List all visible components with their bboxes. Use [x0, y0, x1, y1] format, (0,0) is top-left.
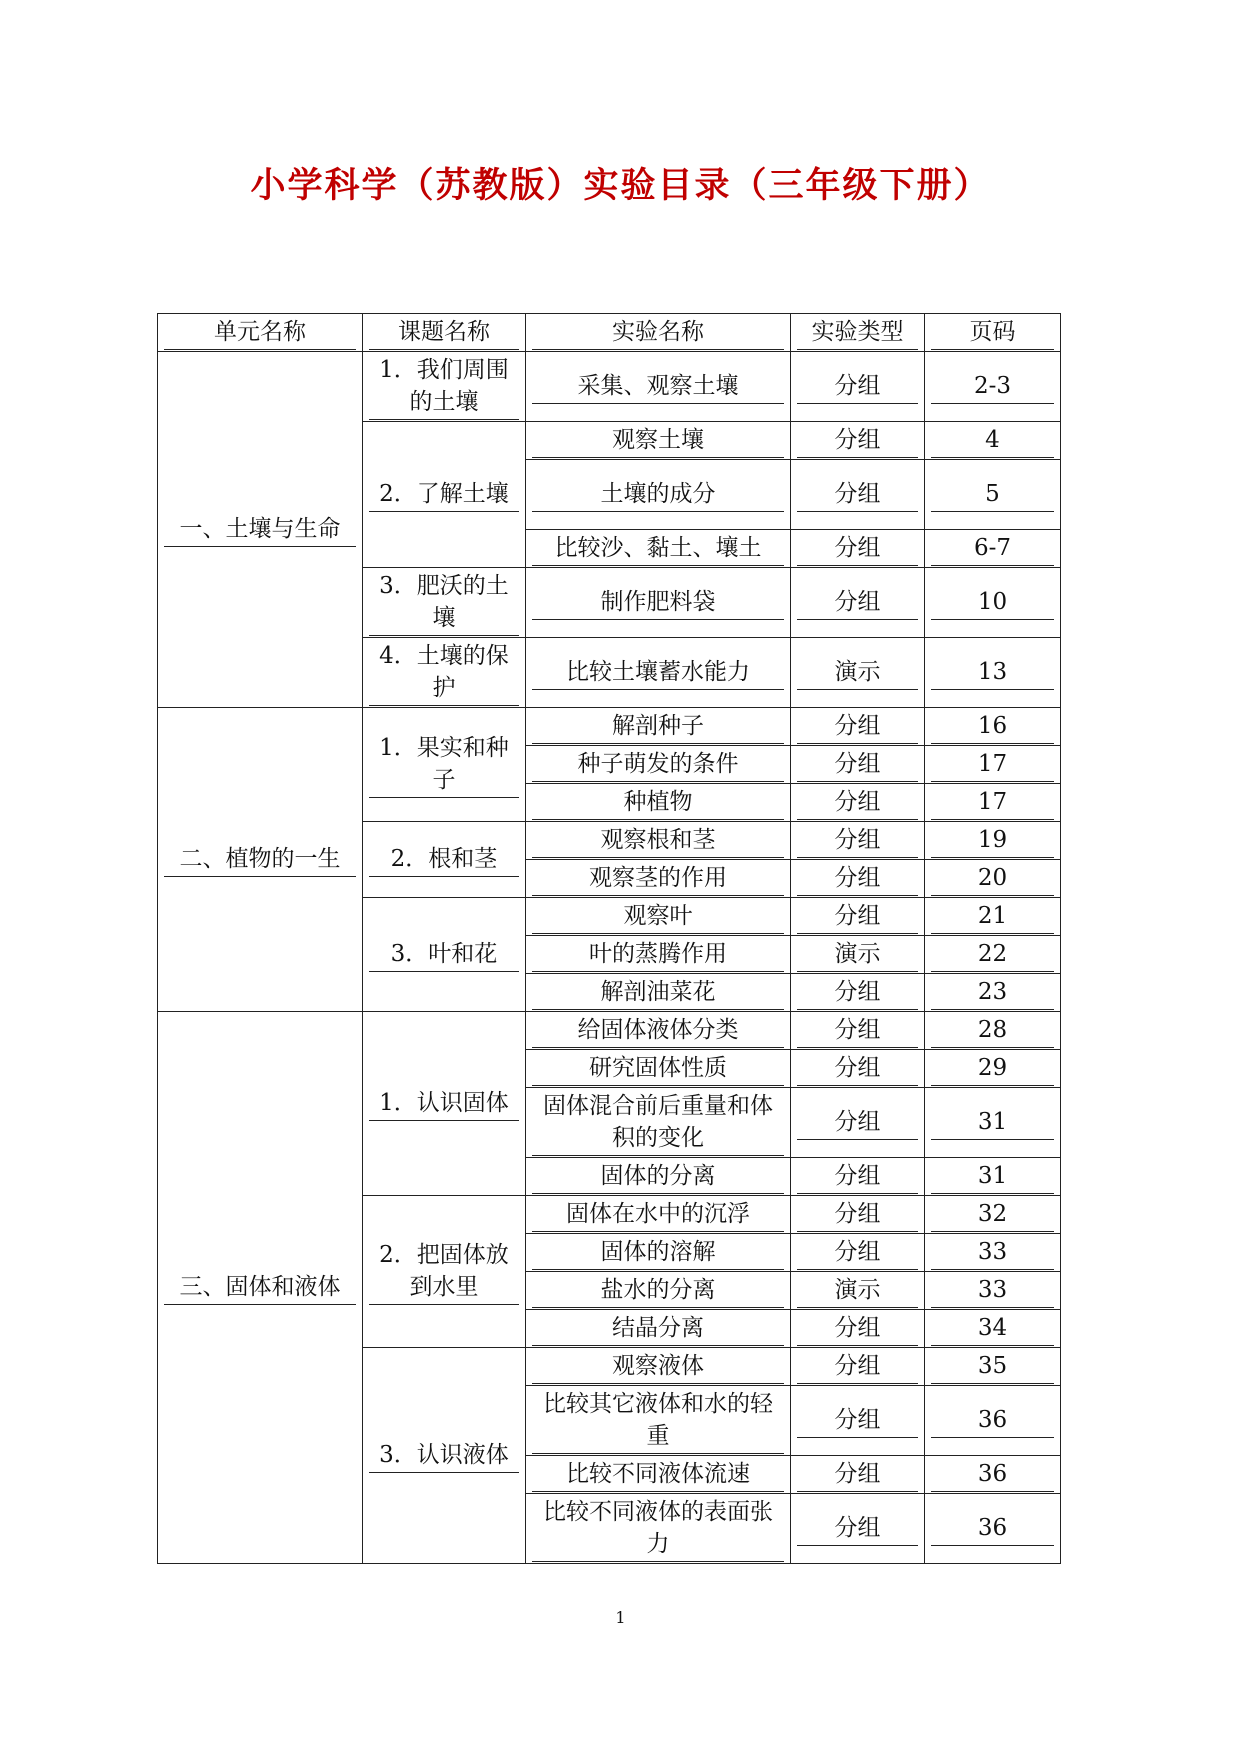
table-row — [158, 1012, 1061, 1050]
experiment-name-cell: 叶的蒸腾作用 — [526, 936, 791, 974]
page-number-cell: 33 — [925, 1234, 1061, 1272]
experiment-type-cell: 分组 — [791, 460, 925, 530]
experiment-type-cell: 分组 — [791, 1456, 925, 1494]
experiment-name-cell: 种植物 — [526, 784, 791, 822]
experiment-name-cell: 解剖种子 — [526, 708, 791, 746]
header-unit: 单元名称 — [158, 314, 363, 352]
unit-name-cell: 一、土壤与生命 — [158, 352, 363, 708]
experiment-type-cell: 分组 — [791, 1196, 925, 1234]
document-title: 小学科学（苏教版）实验目录（三年级下册） — [250, 166, 991, 206]
experiment-type-cell: 分组 — [791, 860, 925, 898]
header-experiment: 实验名称 — [526, 314, 791, 352]
experiment-name-cell: 固体的溶解 — [526, 1234, 791, 1272]
topic-name-cell: 2．根和茎 — [363, 822, 526, 898]
experiment-name-cell: 盐水的分离 — [526, 1272, 791, 1310]
experiment-name-cell: 种子萌发的条件 — [526, 746, 791, 784]
topic-name-cell: 3．叶和花 — [363, 898, 526, 1012]
experiment-name-cell: 观察土壤 — [526, 422, 791, 460]
topic-name-cell: 4．土壤的保护 — [363, 638, 526, 708]
topic-name-cell: 1．我们周围的土壤 — [363, 352, 526, 422]
experiment-type-cell: 分组 — [791, 1012, 925, 1050]
experiment-type-cell: 分组 — [791, 746, 925, 784]
experiment-name-cell: 制作肥料袋 — [526, 568, 791, 638]
experiment-name-cell: 比较不同液体流速 — [526, 1456, 791, 1494]
experiment-name-cell: 观察液体 — [526, 1348, 791, 1386]
experiment-name-cell: 固体混合前后重量和体积的变化 — [526, 1088, 791, 1158]
page-number-cell: 36 — [925, 1494, 1061, 1564]
page-number-cell: 2-3 — [925, 352, 1061, 422]
page-number-cell: 31 — [925, 1088, 1061, 1158]
experiment-type-cell: 分组 — [791, 708, 925, 746]
page-number-cell: 22 — [925, 936, 1061, 974]
page-number-cell: 34 — [925, 1310, 1061, 1348]
experiment-name-cell: 采集、观察土壤 — [526, 352, 791, 422]
experiment-name-cell: 固体在水中的沉浮 — [526, 1196, 791, 1234]
page-number-cell: 20 — [925, 860, 1061, 898]
experiment-type-cell: 分组 — [791, 530, 925, 568]
experiment-type-cell: 分组 — [791, 974, 925, 1012]
page-number-cell: 17 — [925, 784, 1061, 822]
page-number-cell: 33 — [925, 1272, 1061, 1310]
page-number-cell: 17 — [925, 746, 1061, 784]
experiment-type-cell: 演示 — [791, 1272, 925, 1310]
page-number-cell: 5 — [925, 460, 1061, 530]
experiment-name-cell: 研究固体性质 — [526, 1050, 791, 1088]
experiment-type-cell: 分组 — [791, 568, 925, 638]
experiment-type-cell: 分组 — [791, 1050, 925, 1088]
experiment-type-cell: 分组 — [791, 422, 925, 460]
topic-name-cell: 3．认识液体 — [363, 1348, 526, 1564]
page-number-cell: 31 — [925, 1158, 1061, 1196]
page-number-cell: 19 — [925, 822, 1061, 860]
experiment-type-cell: 演示 — [791, 936, 925, 974]
experiment-type-cell: 演示 — [791, 638, 925, 708]
experiment-name-cell: 结晶分离 — [526, 1310, 791, 1348]
page-number-cell: 28 — [925, 1012, 1061, 1050]
table-row — [158, 708, 1061, 746]
experiment-name-cell: 固体的分离 — [526, 1158, 791, 1196]
experiment-name-cell: 给固体液体分类 — [526, 1012, 791, 1050]
page-number-cell: 36 — [925, 1386, 1061, 1456]
experiment-type-cell: 分组 — [791, 898, 925, 936]
page-number-cell: 32 — [925, 1196, 1061, 1234]
experiment-name-cell: 观察叶 — [526, 898, 791, 936]
experiment-type-cell: 分组 — [791, 1494, 925, 1564]
page-number-cell: 16 — [925, 708, 1061, 746]
experiment-name-cell: 解剖油菜花 — [526, 974, 791, 1012]
header-row — [158, 314, 1061, 352]
topic-name-cell: 2．了解土壤 — [363, 422, 526, 568]
page-number-cell: 36 — [925, 1456, 1061, 1494]
topic-name-cell: 1．认识固体 — [363, 1012, 526, 1196]
header-page: 页码 — [925, 314, 1061, 352]
page-number-cell: 29 — [925, 1050, 1061, 1088]
experiment-type-cell: 分组 — [791, 352, 925, 422]
header-topic: 课题名称 — [363, 314, 526, 352]
page-number-cell: 35 — [925, 1348, 1061, 1386]
page-number-cell: 23 — [925, 974, 1061, 1012]
page-number-cell: 6-7 — [925, 530, 1061, 568]
experiment-type-cell: 分组 — [791, 822, 925, 860]
experiment-name-cell: 比较其它液体和水的轻重 — [526, 1386, 791, 1456]
header-type: 实验类型 — [791, 314, 925, 352]
experiment-name-cell: 比较不同液体的表面张力 — [526, 1494, 791, 1564]
experiment-type-cell: 分组 — [791, 1348, 925, 1386]
experiment-name-cell: 比较沙、黏土、壤土 — [526, 530, 791, 568]
experiment-type-cell: 分组 — [791, 1234, 925, 1272]
experiment-name-cell: 土壤的成分 — [526, 460, 791, 530]
experiment-name-cell: 比较土壤蓄水能力 — [526, 638, 791, 708]
unit-name-cell: 三、固体和液体 — [158, 1012, 363, 1564]
page-number-cell: 13 — [925, 638, 1061, 708]
experiment-type-cell: 分组 — [791, 784, 925, 822]
table-row — [158, 352, 1061, 422]
experiment-type-cell: 分组 — [791, 1310, 925, 1348]
experiment-table — [157, 313, 1061, 1564]
page-number-cell: 10 — [925, 568, 1061, 638]
topic-name-cell: 3．肥沃的土壤 — [363, 568, 526, 638]
experiment-name-cell: 观察根和茎 — [526, 822, 791, 860]
experiment-type-cell: 分组 — [791, 1158, 925, 1196]
experiment-type-cell: 分组 — [791, 1386, 925, 1456]
unit-name-cell: 二、植物的一生 — [158, 708, 363, 1012]
topic-name-cell: 2．把固体放到水里 — [363, 1196, 526, 1348]
page-number-cell: 21 — [925, 898, 1061, 936]
topic-name-cell: 1．果实和种子 — [363, 708, 526, 822]
experiment-name-cell: 观察茎的作用 — [526, 860, 791, 898]
page-number: 1 — [615, 1608, 626, 1627]
experiment-type-cell: 分组 — [791, 1088, 925, 1158]
page-number-cell: 4 — [925, 422, 1061, 460]
